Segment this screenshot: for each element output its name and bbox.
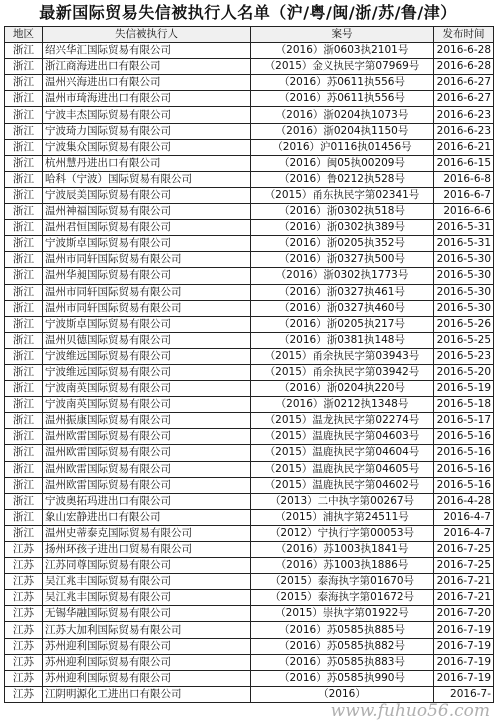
table-row bbox=[5, 381, 494, 397]
table-row bbox=[5, 220, 494, 236]
case-number-cell: （2016）闽05执00209号 bbox=[251, 155, 434, 171]
table-row bbox=[5, 332, 494, 348]
case-number-cell: （2016）浙0327执461号 bbox=[251, 284, 434, 300]
case-number-cell: （2015）泰海执字第01672号 bbox=[251, 590, 434, 606]
table-row bbox=[5, 268, 494, 284]
region-cell: 江苏 bbox=[5, 654, 43, 670]
publish-date-cell: 2016-6-6 bbox=[434, 204, 494, 220]
publish-date-cell: 2016-5-16 bbox=[434, 429, 494, 445]
region-cell: 江苏 bbox=[5, 590, 43, 606]
region-cell: 浙江 bbox=[5, 332, 43, 348]
table-row bbox=[5, 654, 494, 670]
table-row bbox=[5, 236, 494, 252]
case-number-cell: （2016）浙0212执1348号 bbox=[251, 397, 434, 413]
publish-date-cell: 2016-7- bbox=[434, 686, 494, 702]
debtor-cell: 浙江商海进出口有限公司 bbox=[43, 59, 251, 75]
publish-date-cell: 2016-5-17 bbox=[434, 413, 494, 429]
case-number-cell: （2015）温鹿执民字第04602号 bbox=[251, 477, 434, 493]
debtor-cell: 无锡华融国际贸易有限公司 bbox=[43, 606, 251, 622]
region-cell: 浙江 bbox=[5, 461, 43, 477]
debtor-cell: 宁波丰杰国际贸易有限公司 bbox=[43, 107, 251, 123]
debtor-cell: 宁波琦力国际贸易有限公司 bbox=[43, 123, 251, 139]
region-cell: 江苏 bbox=[5, 638, 43, 654]
publish-date-cell: 2016-6-28 bbox=[434, 43, 494, 59]
publish-date-cell: 2016-6-27 bbox=[434, 91, 494, 107]
publish-date-cell: 2016-7-21 bbox=[434, 574, 494, 590]
table-row bbox=[5, 622, 494, 638]
region-cell: 浙江 bbox=[5, 397, 43, 413]
publish-date-cell: 2016-5-19 bbox=[434, 381, 494, 397]
debtor-cell: 温州史蒂泰克国际贸易有限公司 bbox=[43, 525, 251, 541]
publish-date-cell: 2016-4-7 bbox=[434, 525, 494, 541]
debtor-cell: 温州市同轩国际贸易有限公司 bbox=[43, 284, 251, 300]
debtor-cell: 哈科（宁波）国际贸易有限公司 bbox=[43, 171, 251, 187]
publish-date-cell: 2016-7-20 bbox=[434, 606, 494, 622]
publish-date-cell: 2016-6-8 bbox=[434, 171, 494, 187]
table-row bbox=[5, 397, 494, 413]
debtor-cell: 温州兴海进出口有限公司 bbox=[43, 75, 251, 91]
case-number-cell: （2015）泰海执字第01670号 bbox=[251, 574, 434, 590]
case-number-cell: （2016）浙0302执1773号 bbox=[251, 268, 434, 284]
region-cell: 浙江 bbox=[5, 509, 43, 525]
publish-date-cell: 2016-7-25 bbox=[434, 558, 494, 574]
case-number-cell: （2016）苏0585执885号 bbox=[251, 622, 434, 638]
case-number-cell: （2016）浙0204执220号 bbox=[251, 381, 434, 397]
region-cell: 江苏 bbox=[5, 558, 43, 574]
publish-date-cell: 2016-5-18 bbox=[434, 397, 494, 413]
region-cell: 江苏 bbox=[5, 686, 43, 702]
header-case-number: 案号 bbox=[251, 27, 434, 43]
case-number-cell: （2016）浙0204执1073号 bbox=[251, 107, 434, 123]
table-row bbox=[5, 75, 494, 91]
region-cell: 浙江 bbox=[5, 268, 43, 284]
table-row bbox=[5, 638, 494, 654]
table-row bbox=[5, 107, 494, 123]
case-number-cell: （2016）浙0327执460号 bbox=[251, 300, 434, 316]
region-cell: 浙江 bbox=[5, 477, 43, 493]
document-title: 最新国际贸易失信被执行人名单（沪/粤/闽/浙/苏/鲁/津） bbox=[39, 3, 457, 22]
case-number-cell: （2016）浙0204执1150号 bbox=[251, 123, 434, 139]
table-row bbox=[5, 429, 494, 445]
publish-date-cell: 2016-6-23 bbox=[434, 123, 494, 139]
publish-date-cell: 2016-7-19 bbox=[434, 670, 494, 686]
region-cell: 浙江 bbox=[5, 413, 43, 429]
table-row bbox=[5, 590, 494, 606]
case-number-cell: （2016）浙0205执352号 bbox=[251, 236, 434, 252]
publish-date-cell: 2016-5-16 bbox=[434, 461, 494, 477]
table-row bbox=[5, 606, 494, 622]
table-row bbox=[5, 670, 494, 686]
publish-date-cell: 2016-6-7 bbox=[434, 187, 494, 203]
table-row bbox=[5, 477, 494, 493]
region-cell: 浙江 bbox=[5, 348, 43, 364]
publish-date-cell: 2016-7-21 bbox=[434, 590, 494, 606]
case-number-cell: （2015）金义执民字第07969号 bbox=[251, 59, 434, 75]
debtor-cell: 江阴明源化工进出口有限公司 bbox=[43, 686, 251, 702]
table-row bbox=[5, 91, 494, 107]
publish-date-cell: 2016-7-19 bbox=[434, 654, 494, 670]
case-number-cell: （2015）温龙执民字第02274号 bbox=[251, 413, 434, 429]
debtor-cell: 绍兴华汇国际贸易有限公司 bbox=[43, 43, 251, 59]
region-cell: 江苏 bbox=[5, 606, 43, 622]
region-cell: 浙江 bbox=[5, 123, 43, 139]
publish-date-cell: 2016-5-16 bbox=[434, 445, 494, 461]
table-row bbox=[5, 558, 494, 574]
case-number-cell: （2016）苏1003执1886号 bbox=[251, 558, 434, 574]
publish-date-cell: 2016-5-16 bbox=[434, 477, 494, 493]
publish-date-cell: 2016-6-28 bbox=[434, 59, 494, 75]
table-row bbox=[5, 509, 494, 525]
region-cell: 浙江 bbox=[5, 284, 43, 300]
debtor-cell: 吴江兆丰国际贸易有限公司 bbox=[43, 574, 251, 590]
publish-date-cell: 2016-4-28 bbox=[434, 493, 494, 509]
publish-date-cell: 2016-7-25 bbox=[434, 542, 494, 558]
table-row bbox=[5, 445, 494, 461]
case-number-cell: （2015）崇执字第01922号 bbox=[251, 606, 434, 622]
debtor-cell: 温州欧雷国际贸易有限公司 bbox=[43, 461, 251, 477]
case-number-cell: （2015）甬余执民字第03942号 bbox=[251, 364, 434, 380]
publish-date-cell: 2016-6-27 bbox=[434, 75, 494, 91]
table-row bbox=[5, 59, 494, 75]
case-number-cell: （2015）甬余执民字第03943号 bbox=[251, 348, 434, 364]
case-number-cell: （2013）二中执字第00267号 bbox=[251, 493, 434, 509]
table-header-row bbox=[5, 27, 494, 43]
region-cell: 浙江 bbox=[5, 493, 43, 509]
case-number-cell: （2016）苏0611执556号 bbox=[251, 91, 434, 107]
table-row bbox=[5, 316, 494, 332]
publish-date-cell: 2016-6-23 bbox=[434, 107, 494, 123]
publish-date-cell: 2016-5-20 bbox=[434, 364, 494, 380]
debtor-cell: 温州市琦海进出口有限公司 bbox=[43, 91, 251, 107]
region-cell: 浙江 bbox=[5, 155, 43, 171]
region-cell: 浙江 bbox=[5, 43, 43, 59]
region-cell: 浙江 bbox=[5, 381, 43, 397]
region-cell: 浙江 bbox=[5, 445, 43, 461]
region-cell: 浙江 bbox=[5, 107, 43, 123]
case-number-cell: （2016）苏0585执990号 bbox=[251, 670, 434, 686]
case-number-cell: （2016）鲁0212执528号 bbox=[251, 171, 434, 187]
publish-date-cell: 2016-4-7 bbox=[434, 509, 494, 525]
region-cell: 浙江 bbox=[5, 429, 43, 445]
debtor-cell: 杭州慧丹进出口有限公司 bbox=[43, 155, 251, 171]
region-cell: 浙江 bbox=[5, 187, 43, 203]
table-row bbox=[5, 139, 494, 155]
table-row bbox=[5, 348, 494, 364]
debtor-cell: 宁波维远国际贸易有限公司 bbox=[43, 348, 251, 364]
blacklist-table bbox=[4, 26, 494, 703]
debtor-cell: 温州君恒国际贸易有限公司 bbox=[43, 220, 251, 236]
header-region: 地区 bbox=[5, 27, 43, 43]
debtor-cell: 苏州迎利国际贸易有限公司 bbox=[43, 670, 251, 686]
case-number-cell: （2015）浦执字第24511号 bbox=[251, 509, 434, 525]
case-number-cell: （2016）浙0381执148号 bbox=[251, 332, 434, 348]
debtor-cell: 象山宏静进出口有限公司 bbox=[43, 509, 251, 525]
debtor-cell: 江苏大加利国际贸易有限公司 bbox=[43, 622, 251, 638]
publish-date-cell: 2016-5-30 bbox=[434, 252, 494, 268]
publish-date-cell: 2016-5-31 bbox=[434, 220, 494, 236]
region-cell: 浙江 bbox=[5, 236, 43, 252]
region-cell: 江苏 bbox=[5, 542, 43, 558]
region-cell: 江苏 bbox=[5, 622, 43, 638]
region-cell: 江苏 bbox=[5, 670, 43, 686]
debtor-cell: 温州神福国际贸易有限公司 bbox=[43, 204, 251, 220]
region-cell: 江苏 bbox=[5, 574, 43, 590]
header-publish-date: 发布时间 bbox=[434, 27, 494, 43]
region-cell: 浙江 bbox=[5, 204, 43, 220]
debtor-cell: 宁波维远国际贸易有限公司 bbox=[43, 364, 251, 380]
case-number-cell: （2016）苏0611执556号 bbox=[251, 75, 434, 91]
publish-date-cell: 2016-5-30 bbox=[434, 284, 494, 300]
region-cell: 浙江 bbox=[5, 75, 43, 91]
debtor-cell: 温州欧雷国际贸易有限公司 bbox=[43, 445, 251, 461]
debtor-cell: 温州市同轩国际贸易有限公司 bbox=[43, 252, 251, 268]
table-row bbox=[5, 364, 494, 380]
case-number-cell: （2016）沪0116执01456号 bbox=[251, 139, 434, 155]
case-number-cell: （2012）宁执行字第00053号 bbox=[251, 525, 434, 541]
case-number-cell: （2015）温鹿执民字第04603号 bbox=[251, 429, 434, 445]
publish-date-cell: 2016-7-19 bbox=[434, 622, 494, 638]
table-row bbox=[5, 574, 494, 590]
debtor-cell: 温州华昶国际贸易有限公司 bbox=[43, 268, 251, 284]
publish-date-cell: 2016-5-26 bbox=[434, 316, 494, 332]
region-cell: 浙江 bbox=[5, 252, 43, 268]
region-cell: 浙江 bbox=[5, 525, 43, 541]
debtor-cell: 苏州迎利国际贸易有限公司 bbox=[43, 638, 251, 654]
case-number-cell: （2016）浙0302执389号 bbox=[251, 220, 434, 236]
table-row bbox=[5, 542, 494, 558]
debtor-cell: 温州振康国际贸易有限公司 bbox=[43, 413, 251, 429]
case-number-cell: （2016）浙0205执217号 bbox=[251, 316, 434, 332]
case-number-cell: （2016）苏0585执883号 bbox=[251, 654, 434, 670]
debtor-cell: 宁波集众国际贸易有限公司 bbox=[43, 139, 251, 155]
publish-date-cell: 2016-5-23 bbox=[434, 348, 494, 364]
table-body bbox=[5, 43, 494, 703]
table-row bbox=[5, 284, 494, 300]
watermark: www.fuhuo56.com bbox=[330, 701, 490, 721]
table-row bbox=[5, 187, 494, 203]
debtor-cell: 温州贝德国际贸易有限公司 bbox=[43, 332, 251, 348]
debtor-cell: 温州欧雷国际贸易有限公司 bbox=[43, 477, 251, 493]
table-row bbox=[5, 525, 494, 541]
table-row bbox=[5, 155, 494, 171]
region-cell: 浙江 bbox=[5, 300, 43, 316]
case-number-cell: （2015）甬东执民字第02341号 bbox=[251, 187, 434, 203]
debtor-cell: 吴江兆丰国际贸易有限公司 bbox=[43, 590, 251, 606]
table-row bbox=[5, 300, 494, 316]
case-number-cell: （2016） bbox=[251, 686, 434, 702]
publish-date-cell: 2016-5-25 bbox=[434, 332, 494, 348]
table-row bbox=[5, 493, 494, 509]
publish-date-cell: 2016-7-19 bbox=[434, 638, 494, 654]
header-debtor: 失信被执行人 bbox=[43, 27, 251, 43]
table-row bbox=[5, 43, 494, 59]
region-cell: 浙江 bbox=[5, 171, 43, 187]
table-row bbox=[5, 204, 494, 220]
debtor-cell: 江苏同尊国际贸易有限公司 bbox=[43, 558, 251, 574]
debtor-cell: 温州欧雷国际贸易有限公司 bbox=[43, 429, 251, 445]
publish-date-cell: 2016-5-31 bbox=[434, 236, 494, 252]
table-row bbox=[5, 461, 494, 477]
case-number-cell: （2015）温鹿执民字第04604号 bbox=[251, 445, 434, 461]
debtor-cell: 扬州环孩子进出口贸易有限公司 bbox=[43, 542, 251, 558]
debtor-cell: 宁波南英国际贸易有限公司 bbox=[43, 397, 251, 413]
region-cell: 浙江 bbox=[5, 364, 43, 380]
publish-date-cell: 2016-6-21 bbox=[434, 139, 494, 155]
case-number-cell: （2016）浙0302执518号 bbox=[251, 204, 434, 220]
debtor-cell: 宁波辰美国际贸易有限公司 bbox=[43, 187, 251, 203]
debtor-cell: 宁波奥拓玛进出口有限公司 bbox=[43, 493, 251, 509]
case-number-cell: （2015）温鹿执民字第04605号 bbox=[251, 461, 434, 477]
publish-date-cell: 2016-6-15 bbox=[434, 155, 494, 171]
debtor-cell: 宁波南英国际贸易有限公司 bbox=[43, 381, 251, 397]
region-cell: 浙江 bbox=[5, 139, 43, 155]
table-row bbox=[5, 252, 494, 268]
case-number-cell: （2016）苏0585执882号 bbox=[251, 638, 434, 654]
publish-date-cell: 2016-5-30 bbox=[434, 268, 494, 284]
case-number-cell: （2016）浙0327执500号 bbox=[251, 252, 434, 268]
case-number-cell: （2016）苏1003执1841号 bbox=[251, 542, 434, 558]
region-cell: 浙江 bbox=[5, 91, 43, 107]
table-row bbox=[5, 413, 494, 429]
debtor-cell: 苏州迎利国际贸易有限公司 bbox=[43, 654, 251, 670]
debtor-cell: 温州市同轩国际贸易有限公司 bbox=[43, 300, 251, 316]
table-row bbox=[5, 123, 494, 139]
region-cell: 浙江 bbox=[5, 316, 43, 332]
debtor-cell: 宁波斯卓国际贸易有限公司 bbox=[43, 236, 251, 252]
publish-date-cell: 2016-5-30 bbox=[434, 300, 494, 316]
region-cell: 浙江 bbox=[5, 220, 43, 236]
region-cell: 浙江 bbox=[5, 59, 43, 75]
case-number-cell: （2016）浙0603执2101号 bbox=[251, 43, 434, 59]
table-row bbox=[5, 171, 494, 187]
debtor-cell: 宁波斯卓国际贸易有限公司 bbox=[43, 316, 251, 332]
